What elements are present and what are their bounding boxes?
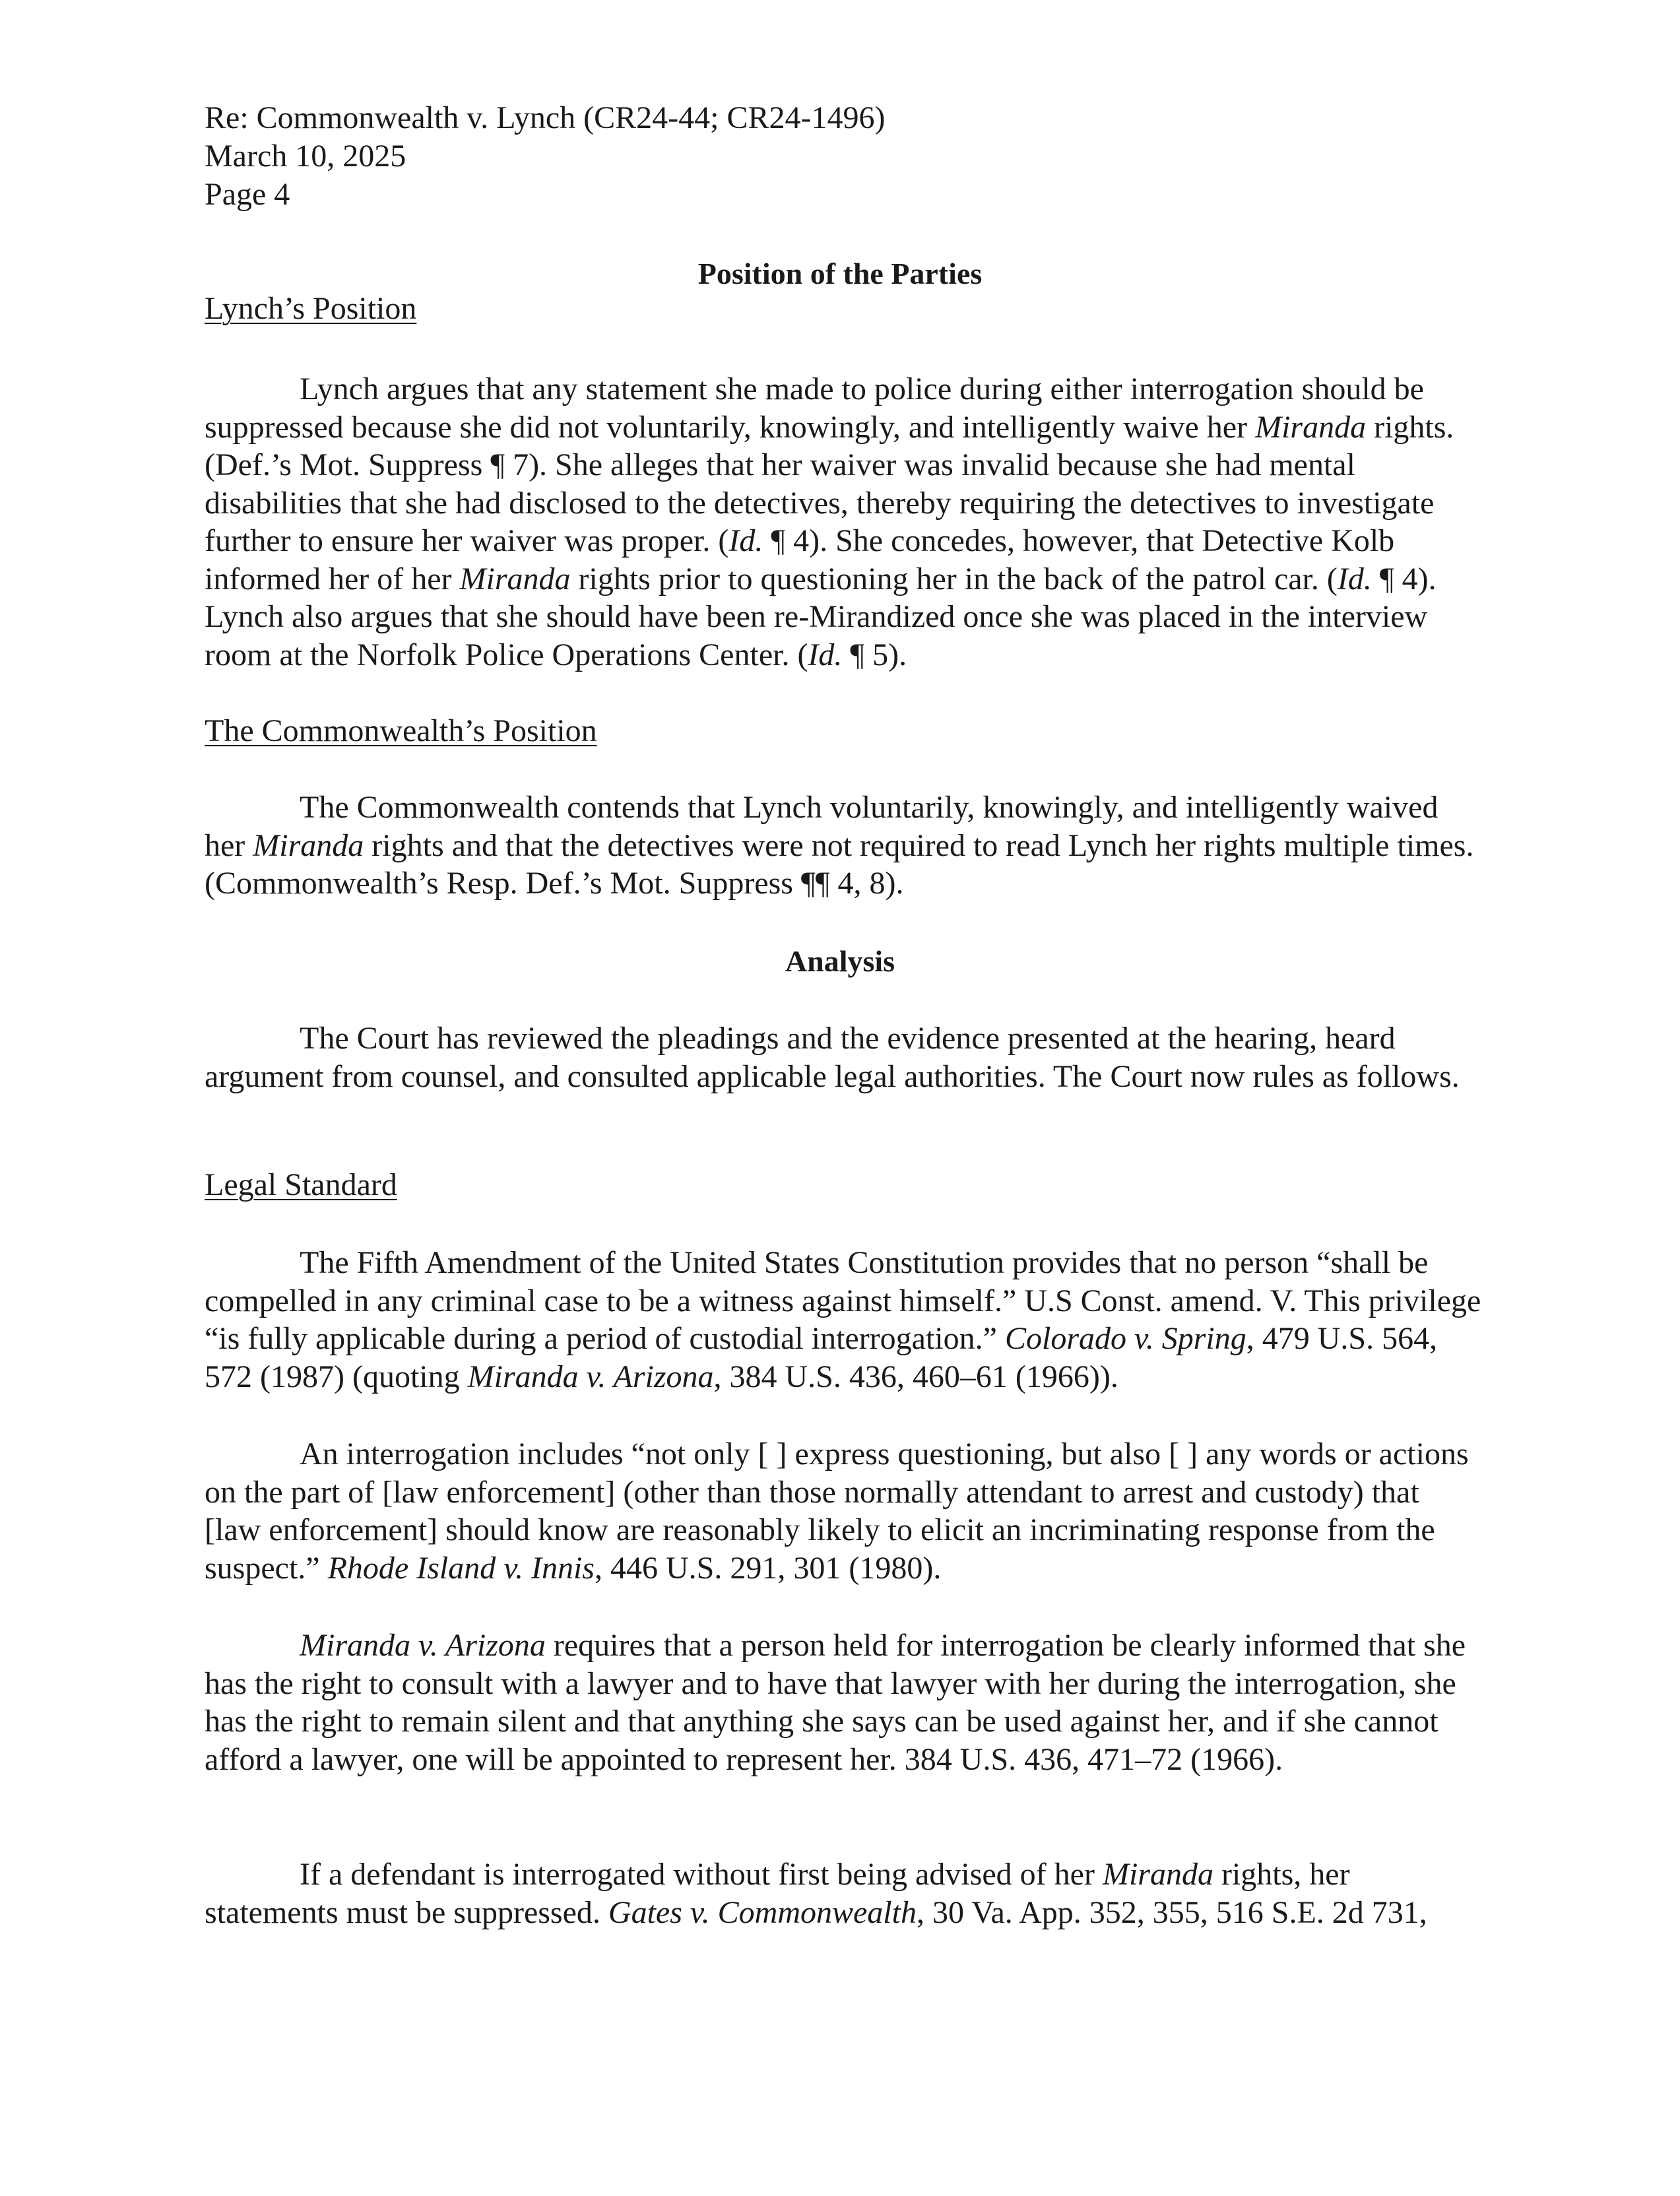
- interrogation-definition-paragraph: An interrogation includes “not only [ ] express questioning, but also [ ] any words or actions on the part of [law enforcement] (other than those normally attendant to arrest and custody) that [law enforcement] should know are reasonably likely to elicit an incriminating response from the suspect.” Rhode Island v. Innis, 446 U.S. 291, 301 (1980).: [205, 1437, 1469, 1586]
- re-line: Re: Commonwealth v. Lynch (CR24-44; CR24-1496): [205, 100, 886, 135]
- letter-header: [205, 99, 885, 214]
- commonwealth-position-subheading: The Commonwealth’s Position: [205, 713, 597, 748]
- lynch-position-subheading: Lynch’s Position: [205, 291, 417, 326]
- analysis-heading: Analysis: [785, 944, 895, 978]
- lynch-position-paragraph: Lynch argues that any statement she made to police during either interrogation should be suppressed because she did not voluntarily, knowingly, and intelligently waive her Miranda rights. (Def.’s Mot. Suppress ¶ 7). She alleges that her waiver was invalid because she had mental disabilities that she had disclosed to the detectives, thereby requiring the detectives to investigate further to ensure her waiver was proper. (Id. ¶ 4). She concedes, however, that Detective Kolb informed her of her Miranda rights prior to questioning her in the back of the patrol car. (Id. ¶ 4). Lynch also argues that she should have been re-Mirandized once she was placed in the interview room at the Norfolk Police Operations Center. (Id. ¶ 5).: [205, 371, 1454, 672]
- fifth-amendment-paragraph: The Fifth Amendment of the United States Constitution provides that no person “shall be compelled in any criminal case to be a witness against himself.” U.S Const. amend. V. This privilege “is fully applicable during a period of custodial interrogation.” Colorado v. Spring, 479 U.S. 564, 572 (1987) (quoting Miranda v. Arizona, 384 U.S. 436, 460–61 (1966)).: [205, 1245, 1481, 1394]
- analysis-paragraph: The Court has reviewed the pleadings and the evidence presented at the hearing, heard argument from counsel, and consulted applicable legal authorities. The Court now rules as follows.: [205, 1021, 1460, 1094]
- legal-standard-subheading: Legal Standard: [205, 1167, 397, 1202]
- miranda-requirements-paragraph: Miranda v. Arizona requires that a person held for interrogation be clearly informed that she has the right to consult with a lawyer and to have that lawyer with her during the interrogation, she has the right to remain silent and that anything she says can be used against her, and if she cannot afford a lawyer, one will be appointed to represent her. 384 U.S. 436, 471–72 (1966).: [205, 1628, 1466, 1777]
- letter-date: March 10, 2025: [205, 139, 406, 174]
- gates-suppression-paragraph: If a defendant is interrogated without first being advised of her Miranda rights, her statements must be suppressed. Gates v. Commonwealth, 30 Va. App. 352, 355, 516 S.E. 2d 731,: [205, 1857, 1427, 1930]
- position-of-the-parties-heading: Position of the Parties: [697, 257, 983, 290]
- commonwealth-position-paragraph: The Commonwealth contends that Lynch voluntarily, knowingly, and intelligently waived her Miranda rights and that the detectives were not required to read Lynch her rights multiple times. (Commonwealth’s Resp. Def.’s Mot. Suppress ¶¶ 4, 8).: [205, 790, 1474, 901]
- page-number: Page 4: [205, 177, 290, 212]
